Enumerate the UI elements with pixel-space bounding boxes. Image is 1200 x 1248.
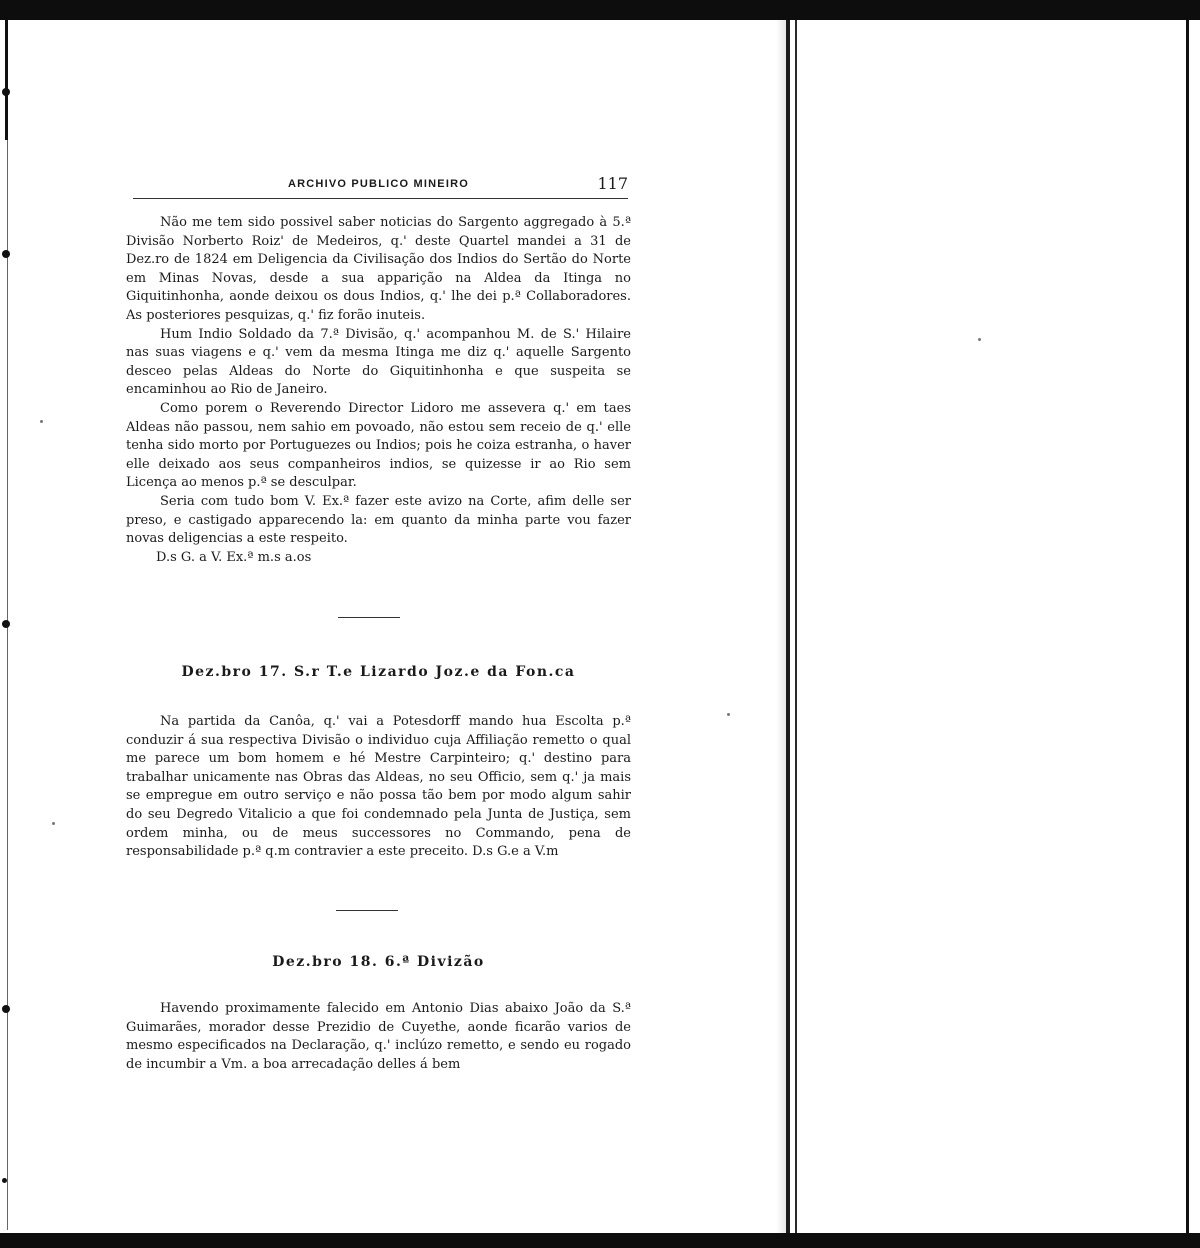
scan-speck bbox=[40, 420, 43, 423]
scan-right-margin bbox=[1189, 20, 1200, 1233]
paragraph: Não me tem sido possivel saber noticias do Sargento aggregado à 5.ª Divisão Norberto Roiz' de Medeiros, q.' deste Quartel mandei a 31 de Dez.ro de 1824 em Deligencia da Civilisação dos Indios do Sertão do Norte em Minas Novas, desde a sua apparição na Aldea da Itinga no Giquitinhonha, aonde deixou os dous Indios, q.' lhe dei p.ª Collaboradores. As posteriores pesquizas, q.' fiz forão inuteis. bbox=[126, 215, 631, 323]
scan-speck bbox=[2, 1178, 7, 1183]
scan-left-edge-mark bbox=[5, 20, 8, 140]
section-divider bbox=[338, 617, 400, 618]
paragraph: Havendo proximamente falecido em Antonio Dias abaixo João da S.ª Guimarães, morador desse Prezidio de Cuyethe, aonde ficarão varios de mesmo especificados na Declaração, q.' inclúzo remetto, e sendo eu rogado de incumbir a Vm. a boa arrecadação delles á bem bbox=[126, 1001, 631, 1072]
section-divider bbox=[336, 910, 398, 911]
paragraph: Hum Indio Soldado da 7.ª Divisão, q.' acompanhou M. de S.' Hilaire nas suas viagens e q.' vem da mesma Itinga me diz q.' aquelle Sargento desceo pelas Aldeas do Norte do Giquitinhonha e que suspeita se encaminhou ao Rio de Janeiro. bbox=[126, 326, 631, 398]
scan-speck bbox=[2, 620, 10, 628]
scan-top-border bbox=[0, 0, 1200, 20]
letter-1-body bbox=[126, 214, 631, 567]
letter-3-heading: Dez.bro 18. 6.ª Divizão bbox=[272, 954, 485, 970]
paragraph: Como porem o Reverendo Director Lidoro me assevera q.' em taes Aldeas não passou, nem sahio em povoado, não estou sem receio de q.' elle tenha sido morto por Portuguezes ou Indios; pois he coiza estranha, o haver elle deixado aos seus companheiros indios, se quizesse ir ao Rio sem Licença ao menos p.ª se desculpar. bbox=[126, 400, 631, 491]
scan-left-edge-line bbox=[7, 140, 8, 1230]
page-gutter-shadow bbox=[776, 20, 786, 1233]
scan-speck bbox=[2, 88, 10, 96]
letter-3-body bbox=[126, 1000, 631, 1074]
closing-salutation: D.s G. a V. Ex.ª m.s a.os bbox=[156, 549, 312, 565]
scan-speck bbox=[978, 338, 981, 341]
page-gutter bbox=[786, 20, 790, 1233]
letter-2-body bbox=[126, 713, 631, 862]
page-number: 117 bbox=[597, 174, 628, 193]
letter-2-heading: Dez.bro 17. S.r T.e Lizardo Joz.e da Fon.ca bbox=[181, 664, 576, 680]
paragraph: Seria com tudo bom V. Ex.ª fazer este avizo na Corte, afim delle ser preso, e castigado apparecendo la: em quanto da minha parte vou fazer novas deligencias a este respeito. bbox=[126, 493, 631, 547]
paragraph: Na partida da Canôa, q.' vai a Potesdorff mando hua Escolta p.ª conduzir á sua respectiva Divisão o individuo cuja Affiliação remetto o qual me parece um bom homem e hé Mestre Carpinteiro; q.' destino para trabalhar unicamente nas Obras das Aldeas, no seu Officio, sem q.' ja mais se empregue em outro serviço e não possa tão bem por modo algum sahir do seu Degredo Vitalicio a que foi condemnado pela Junta de Justiça, sem ordem minha, ou de meus successores no Commando, pena de responsabilidade p.ª q.m contravier a este preceito. D.s G.e a V.m bbox=[126, 714, 631, 860]
running-head-title: ARCHIVO PUBLICO MINEIRO bbox=[288, 178, 469, 190]
scan-speck bbox=[52, 822, 55, 825]
blank-facing-page bbox=[797, 20, 1177, 1233]
scan-speck bbox=[2, 250, 10, 258]
scan-speck bbox=[727, 713, 730, 716]
scan-bottom-border bbox=[0, 1233, 1200, 1248]
running-head bbox=[133, 176, 628, 199]
scan-speck bbox=[2, 1005, 10, 1013]
